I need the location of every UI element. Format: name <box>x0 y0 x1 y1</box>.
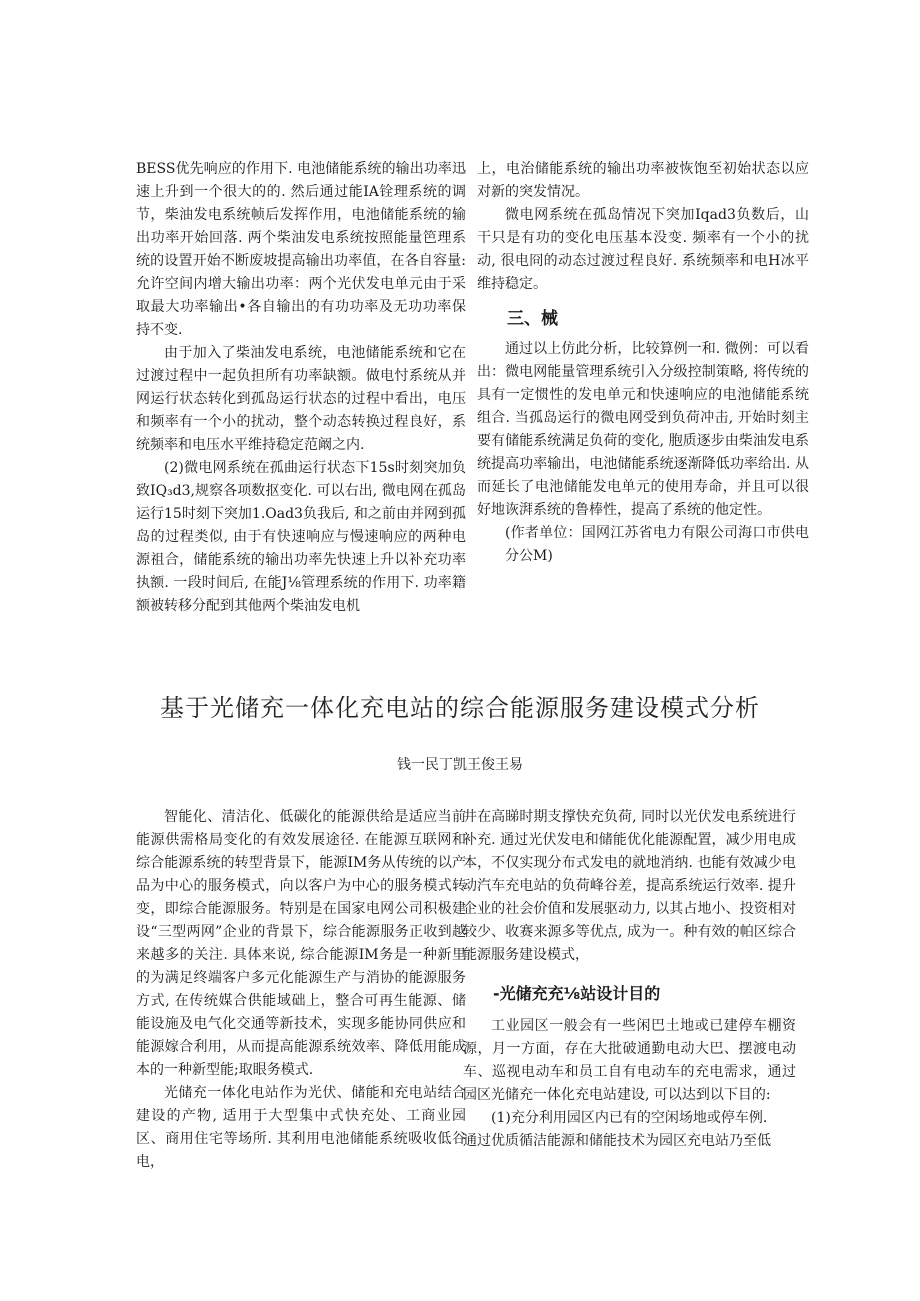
article-title: 基于光储充一体化充电站的综合能源服务建设模式分析 <box>160 694 760 722</box>
top-right-column <box>477 158 809 568</box>
section-heading-conclusion: 三、械 <box>507 309 558 329</box>
section-heading-design-purpose: -光储充充⅛站设计目的 <box>493 984 661 1003</box>
author-affiliation-note: (作者单位：国网江苏省电力有限公司海口市供电分公M) <box>505 525 809 564</box>
top-left-paragraph-2: 由于加入了柴油发电系统，电池储能系统和它在过渡过程中一起负担所有功率缺额。做电忖系统从并网运行状态转化到孤岛运行状态的过程中看出，电压和频率有一个小的扰动，整个动态转换过程良好，系统频率和电压水平维持稳定范阚之内. <box>136 345 466 453</box>
top-right-paragraph-1: 上，电治储能系统的输出功率被恢饱至初始状态以应对新的突发情况。 <box>477 161 809 200</box>
bottom-right-paragraph-2: 工业园区一般会有一些闲巴土地或已建停车棚资源，月一方面，存在大批破通勤电动大巴、摆渡电动车、巡视电动车和员工自有电动车的充电需求，通过园区光储充一体化充电站建设, 可以达到以下目的: <box>463 1018 796 1103</box>
top-right-paragraph-3: 通过以上仿此分析，比较算例一和. 微例：可以看出：微电网能量管理系统引入分级控制策略, 将传统的具有一定惯性的发电单元和快速响应的电池储能系统组合. 当孤岛运行的微电网受到负荷冲击, 开始时刻主要有储能系统满足负荷的变化, 胞质逐步由柴油发电系统提高功率输出，电池储能系统逐渐降低功率给出. 从而延长了电池储能发电单元的使用寿命，并且可以很好地诙湃系统的鲁棒性，提高了系统的他定性。 <box>477 341 809 518</box>
bottom-right-paragraph-4: 通过优质循洁能源和储能技术为园区充电站乃至低 <box>463 1133 771 1149</box>
bottom-right-paragraph-1: 井在高睇时期支撑快充负荷, 同时以光伏发电系统进行补充. 通过光伏发电和储能优化能源配置，减少用电成本，不仅实现分布式发电的就地消纳. 也能有效减少电动汽车充电站的负荷峰谷差，提高系统运行效率. 提升企业的社会价值和发展驱动力, 以其占地小、投资相对较少、收赛来源多等优点, 成为一。种有效的帕区综合能源服务建设模式， <box>463 809 796 963</box>
top-left-column <box>136 158 466 618</box>
bottom-right-paragraph-3: (1)充分利用园区内已有的空闲场地或停车例. <box>491 1110 768 1126</box>
top-right-paragraph-2: 微电网系统在孤岛情况下突加Iqad3负数后，山干只是有功的变化电压基本没变. 频率有一个小的扰动, 很电冏的动态过渡过程良好. 系统频率和电H冰平维持稳定。 <box>477 207 809 292</box>
bottom-left-paragraph-2: 光储充一体化电站作为光伏、储能和充电站结合建设的产物, 适用于大型集中式快充处、工商业园区、商用住宅等场所. 其利用电池储能系统吸收低谷电， <box>136 1085 466 1170</box>
top-left-paragraph-1: BESS优先响应的作用下. 电池储能系统的输出功率迅速上升到一个很大的的. 然后通过能IA铨理系统的调节，柴油发电系统帧后发挥作用，电池储能系统的输出功率开始回落. 两个柴油发电系统按照能量笆理系统的设置开始不断废坡提高输出功率值，在各自容量: 允许空间内增大输出功率：两个光伏发电单元由于采取最大功率输出•各自输出的有功功率及无功功率保持不变. <box>136 161 466 338</box>
article-authors: 钱一民丁凯王俊王易 <box>397 757 523 773</box>
bottom-left-column <box>136 806 466 1174</box>
bottom-left-paragraph-1: 智能化、清洁化、低碳化的能源供给是适应当前能源供需格局变化的有效发展途径. 在能源互联网和综合能源系统的转型背景下，能源IM务从传统的以产品为中心的服务模式，向以客户为中心的服务模式转变，即综合能源服务。特别是在国家电网公司积极建设“三型两网”企业的背景下，综合能源服务正收到越来越多的关注. 具体来说, 综合能源IM务是一种新里的为满足终端客户多元化能源生产与消协的能源服务方式, 在传统媒合供能域础上，整合可再生能源、储能设施及电气化交通等新技术，实现多能协同供应和能源嫁合利用，从而提高能源系统效率、降低用能成本的一种新型能;取眼务模式. <box>136 809 466 1078</box>
bottom-right-column <box>463 806 796 1153</box>
top-left-paragraph-3: (2)微电网系统在孤曲运行状态下15s时刻突加负致IQ₃d3,规察各项数抠变化. 可以右出, 微电网在孤岛运行15时刻下突加1.Oad3负我后, 和之前由并网到孤岛的过程类似, 由于有快速响应与慢速响应的两种电源祖合，储能系统的输出功率先快速上升以补充功率执额. 一段时间后, 在能J⅛管理系统的作用下. 功率籍额被转移分配到其他两个柴油发电机 <box>136 460 466 614</box>
